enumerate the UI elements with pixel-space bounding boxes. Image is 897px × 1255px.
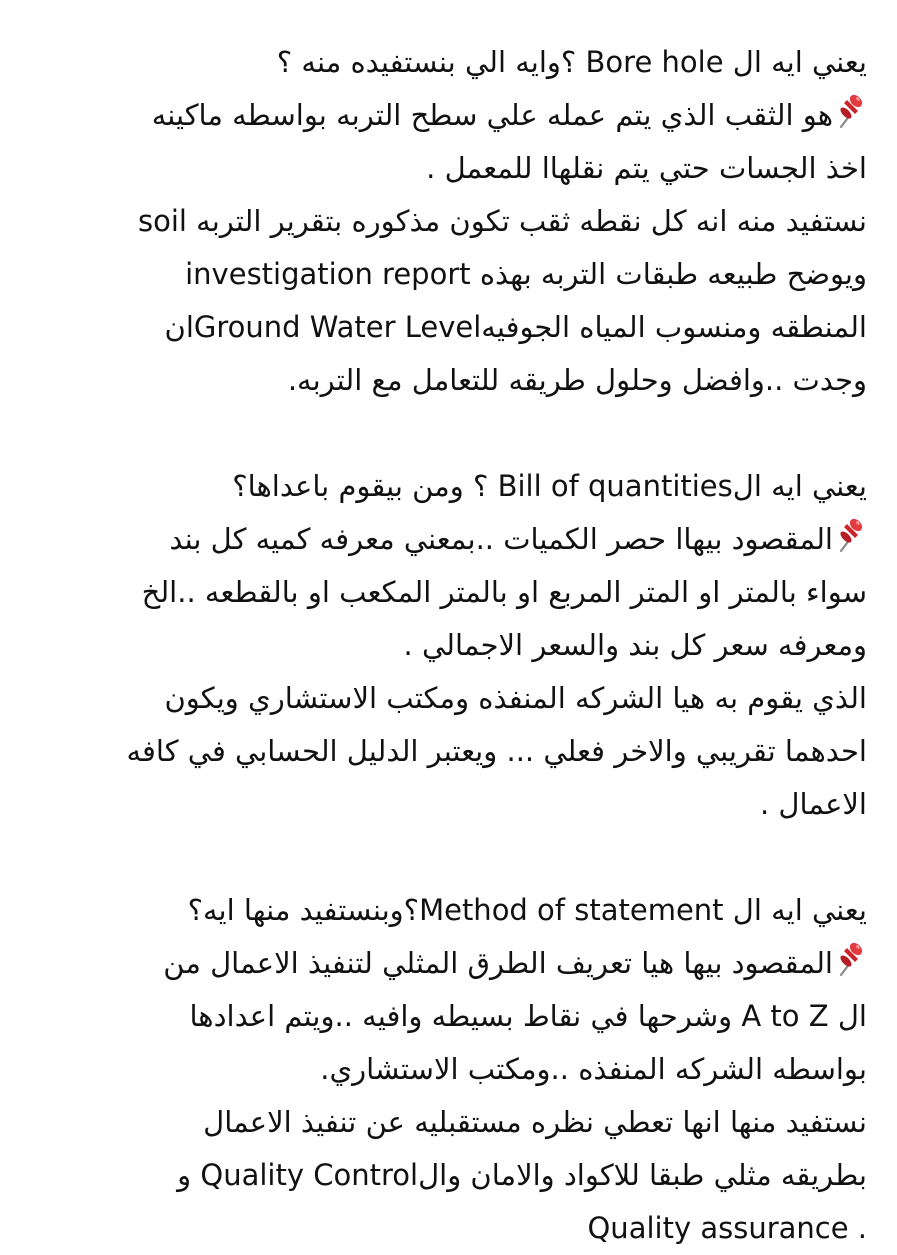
answer-line: المقصود بيها هيا تعريف الطرق المثلي لتنفيذ الاعمال من: [60, 937, 867, 990]
answer-line: سواء بالمتر او المتر المربع او بالمتر المكعب او بالقطعه ..الخ: [141, 575, 867, 609]
paragraph-spacer: [60, 831, 867, 884]
question-heading: يعني ايه ال Bore hole ؟وايه الي بنستفيده منه ؟: [276, 45, 867, 79]
answer-line: اخذ الجسات حتي يتم نقلهاا للمعمل .: [426, 151, 867, 185]
answer-line: الذي يقوم به هيا الشركه المنفذه ومكتب الاستشاري ويكون: [164, 681, 867, 715]
answer-line: ومعرفه سعر كل بند والسعر الاجمالي .: [403, 628, 867, 662]
answer-line: وجدت ..وافضل وحلول طريقه للتعامل مع التربه.: [287, 363, 867, 397]
answer-line: الاعمال .: [759, 787, 867, 821]
question-heading: يعني ايه الBill of quantities ؟ ومن بيقوم باعداها؟: [232, 469, 867, 503]
pushpin-icon: [835, 515, 867, 555]
answer-line: المنطقه ومنسوب المياه الجوفيهGround Water Levelان: [164, 310, 867, 344]
answer-line: احدهما تقريبي والاخر فعلي ... ويعتبر الدليل الحسابي في كافه: [126, 734, 867, 768]
pushpin-icon: [835, 939, 867, 979]
answer-line: investigation report ويوضح طبيعه طبقات التربه بهذه: [185, 257, 867, 291]
pushpin-icon: [835, 91, 867, 131]
answer-line: بواسطه الشركه المنفذه ..ومكتب الاستشاري.: [320, 1052, 867, 1086]
section-bore-hole: [60, 36, 867, 407]
question-heading: يعني ايه ال Method of statement؟وبنستفيد منها ايه؟: [187, 893, 867, 927]
section-bill-of-quantities: [60, 460, 867, 831]
answer-line: بطريقه مثلي طبقا للاكواد والامان والQuality Control و: [177, 1158, 867, 1192]
answer-line: نستفيد منه انه كل نقطه ثقب تكون مذكوره بتقرير التربه soil: [138, 204, 867, 238]
section-method-of-statement: [60, 884, 867, 1255]
paragraph-spacer: [60, 407, 867, 460]
answer-line: نستفيد منها انها تعطي نظره مستقبليه عن تنفيذ الاعمال: [203, 1105, 867, 1139]
answer-line: Quality assurance .: [587, 1211, 867, 1245]
answer-line: المقصود بيهاا حصر الكميات ..بمعني معرفه كميه كل بند: [60, 513, 867, 566]
answer-line: هو الثقب الذي يتم عمله علي سطح التربه بواسطه ماكينه: [60, 89, 867, 142]
answer-line: ال A to Z وشرحها في نقاط بسيطه وافيه ..ويتم اعدادها: [189, 999, 867, 1033]
